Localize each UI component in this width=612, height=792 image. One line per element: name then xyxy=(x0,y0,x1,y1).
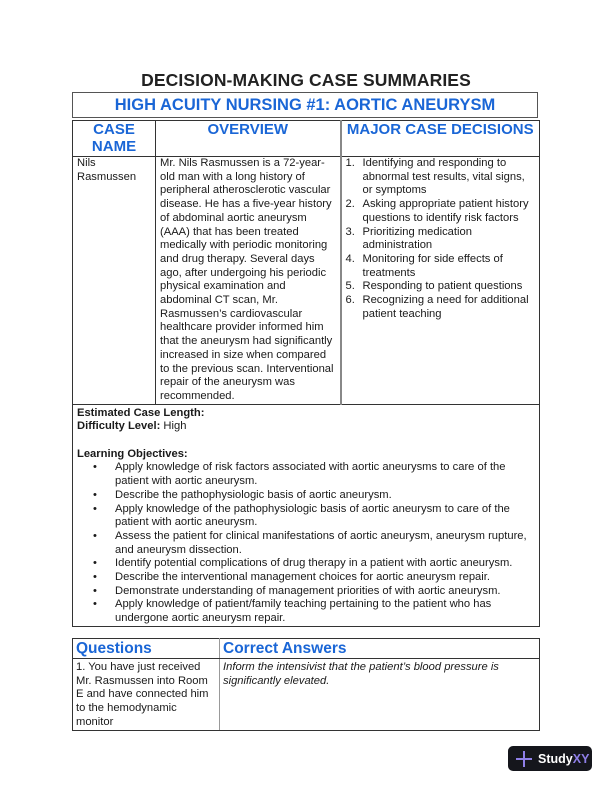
objective-item xyxy=(77,530,535,557)
decision-item xyxy=(346,294,536,321)
decisions-list xyxy=(346,157,536,321)
objective-text: Demonstrate understanding of management priorities of with aortic aneurysm. xyxy=(115,584,501,597)
objective-item xyxy=(77,461,535,488)
case-summary-table xyxy=(72,120,540,627)
answer-cell: Inform the intensivist that the patient’s blood pressure is significantly elevated. xyxy=(220,659,540,731)
decision-item xyxy=(346,198,536,225)
objective-text: Describe the pathophysiologic basis of aortic aneurysm. xyxy=(115,488,392,501)
bullet-icon: • xyxy=(93,598,97,611)
decision-item xyxy=(346,253,536,280)
questions-header-row xyxy=(73,639,540,659)
decision-item xyxy=(346,226,536,253)
plus-icon xyxy=(514,749,534,769)
header-major-decisions: MAJOR CASE DECISIONS xyxy=(341,121,540,157)
header-questions: Questions xyxy=(73,639,220,659)
questions-table xyxy=(72,638,540,731)
summary-header-row xyxy=(73,121,540,157)
header-case-name: CASE NAME xyxy=(73,121,156,157)
estimated-length-line xyxy=(77,407,535,421)
decision-number: 3. xyxy=(345,225,355,238)
studyxy-watermark[interactable] xyxy=(508,746,592,771)
decision-text: Prioritizing medication administration xyxy=(362,225,472,252)
objective-item xyxy=(77,585,535,599)
objective-text: Describe the interventional management choices for aortic aneurysm repair. xyxy=(115,571,490,584)
summary-body-row xyxy=(73,157,540,405)
decision-text: Asking appropriate patient history questions to identify risk factors xyxy=(362,198,529,224)
overview-cell: Mr. Nils Rasmussen is a 72-year-old man with a long history of peripheral atherosclerotic vascular disease. He has a five-year history of abdominal aortic aneurysm (AAA) that has been treated medically with periodic monitoring and drug therapy. Several days ago, after undergoing his periodic physical examination and abdominal CT scan, Mr. Rasmussen’s cardiovascular healthcare provider informed him that the aneurysm had significantly increased in size when compared to the previous scan. Interventional repair of the aneurysm was recommended. xyxy=(156,157,341,405)
learning-objectives-list xyxy=(77,461,535,625)
bullet-icon: • xyxy=(93,529,97,542)
objective-item xyxy=(77,503,535,530)
page-title: DECISION-MAKING CASE SUMMARIES xyxy=(141,70,471,90)
objective-item xyxy=(77,557,535,571)
difficulty-label: Difficulty Level: xyxy=(77,420,161,433)
bullet-icon: • xyxy=(93,502,97,515)
brand-main: Study xyxy=(538,751,573,766)
question-row xyxy=(73,659,540,731)
decision-text: Identifying and responding to abnormal test results, vital signs, or symptoms xyxy=(362,157,525,197)
case-title-box xyxy=(72,92,538,118)
decision-number: 2. xyxy=(345,198,355,211)
objective-item xyxy=(77,571,535,585)
question-cell: 1. You have just received Mr. Rasmussen into Room E and have connected him to the hemodynamic monitor xyxy=(73,659,220,731)
difficulty-line xyxy=(77,420,535,434)
estimated-length-label: Estimated Case Length: xyxy=(77,406,205,419)
spacer xyxy=(77,434,535,448)
decision-item xyxy=(346,157,536,198)
bullet-icon: • xyxy=(93,488,97,501)
bullet-icon: • xyxy=(93,571,97,584)
objective-item xyxy=(77,489,535,503)
decision-item xyxy=(346,280,536,294)
bullet-icon: • xyxy=(93,461,97,474)
bullet-icon: • xyxy=(93,584,97,597)
decision-number: 1. xyxy=(345,157,355,169)
decision-number: 5. xyxy=(345,280,355,293)
decision-text: Recognizing a need for additional patient teaching xyxy=(362,294,529,320)
objective-text: Identify potential complications of drug therapy in a patient with aortic aneurysm. xyxy=(115,557,513,570)
decision-number: 4. xyxy=(345,252,355,265)
objective-text: Apply knowledge of patient/family teaching pertaining to the patient who has undergone aortic aneurysm repair. xyxy=(115,598,492,625)
decision-text: Responding to patient questions xyxy=(362,280,523,293)
case-info-row xyxy=(73,404,540,626)
objective-text: Apply knowledge of the pathophysiologic basis of aortic aneurysm to care of the patient with aortic aneurysm. xyxy=(115,502,510,529)
header-overview: OVERVIEW xyxy=(156,121,341,157)
difficulty-value: High xyxy=(163,420,187,433)
brand-accent: XY xyxy=(572,751,590,766)
case-title: HIGH ACUITY NURSING #1: AORTIC ANEURYSM xyxy=(114,96,496,114)
decisions-cell xyxy=(341,157,540,405)
decision-number: 6. xyxy=(345,294,355,307)
brand-name xyxy=(538,752,589,766)
objective-item xyxy=(77,598,535,625)
bullet-icon: • xyxy=(93,557,97,570)
case-info-cell xyxy=(73,404,540,626)
header-correct-answers: Correct Answers xyxy=(220,639,540,659)
learning-objectives-label: Learning Objectives: xyxy=(77,447,188,460)
case-name-cell: Nils Rasmussen xyxy=(73,157,156,405)
objective-text: Assess the patient for clinical manifestations of aortic aneurysm, aneurysm rupture, and aneurysm dissection. xyxy=(115,529,527,556)
objective-text: Apply knowledge of risk factors associated with aortic aneurysms to care of the patient with aortic aneurysm. xyxy=(115,461,506,488)
decision-text: Monitoring for side effects of treatments xyxy=(362,252,503,279)
